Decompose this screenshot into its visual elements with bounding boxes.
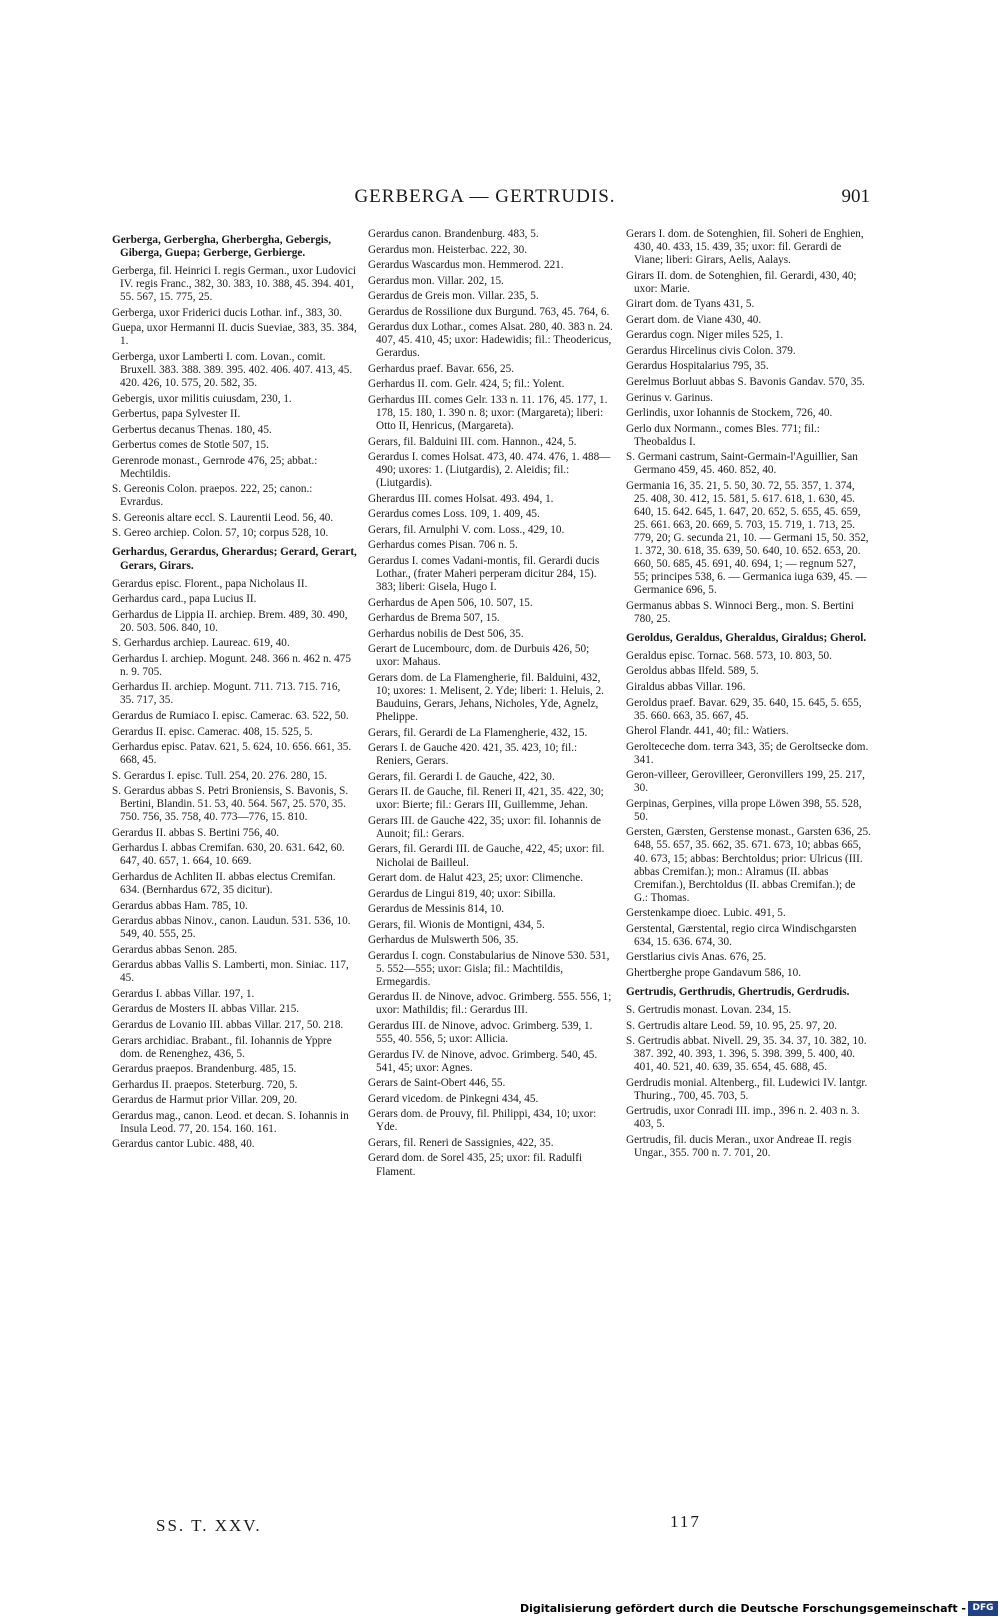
index-entry: Gerart de Lucembourc, dom. de Durbuis 426, 50; uxor: Mahaus. <box>368 643 590 669</box>
index-entry: Guepa, uxor Hermanni II. ducis Sueviae, 383, 35. 384, 1. <box>112 322 357 348</box>
index-entry: S. Germani castrum, Saint-Germain-l'Aguillier, San Germano 459, 45. 460. 852, 40. <box>626 451 858 477</box>
index-entry: Gerardus II. episc. Camerac. 408, 15. 525, 5. <box>112 725 313 738</box>
index-entry: Gerars, fil. Arnulphi V. com. Loss., 429, 10. <box>368 523 565 536</box>
index-entry: Gerberga, fil. Heinrici I. regis German., uxor Ludovici IV. regis Franc., 382, 30. 383, 10. 388, 45. 394. 401, 55. 567, 15. 775, 25. <box>112 265 356 304</box>
index-entry: S. Gertrudis abbat. Nivell. 29, 35. 34. 37, 10. 382, 10. 387. 392, 40. 393, 1. 396, 5. 398. 399, 5. 400, 40. 401, 40. 521, 40. 639, 35. 654, 45. 688, 45. <box>626 1035 867 1074</box>
index-column-1 <box>112 228 357 1154</box>
index-entry: Gerenrode monast., Gernrode 476, 25; abbat.: Mechtildis. <box>112 454 318 480</box>
index-entry: Gerardus I. comes Holsat. 473, 40. 474. 476, 1. 488—490; uxores: 1. (Liutgardis), 2. Aleidis; fil.: (Liutgardis). <box>368 451 611 490</box>
index-entry: Gerhardus II. archiep. Mogunt. 711. 713. 715. 716, 35. 717, 35. <box>112 681 341 707</box>
index-entry: Gertrudis, uxor Conradi III. imp., 396 n. 2. 403 n. 3. 403, 5. <box>626 1105 860 1131</box>
index-entry: Gerars, fil. Gerardi III. de Gauche, 422, 45; uxor: fil. Nicholai de Bailleul. <box>368 843 605 869</box>
dfg-logo[interactable]: DFG <box>968 1601 998 1616</box>
index-entry: Gerardus I. comes Vadani-montis, fil. Gerardi ducis Lothar., (frater Maheri perperam dicitur 284, 15). 383; liberi: Gisela, Hugo I. <box>368 555 600 594</box>
index-entry: Gherardus III. comes Holsat. 493. 494, 1. <box>368 492 554 505</box>
index-entry: Gerhardus I. abbas Cremifan. 630, 20. 631. 642, 60. 647, 40. 657, 1. 664, 10. 669. <box>112 842 345 868</box>
index-entry: Gerars I. de Gauche 420. 421, 35. 423, 10; fil.: Reniers, Gerars. <box>368 742 578 768</box>
index-entry: Germanus abbas S. Winnoci Berg., mon. S. Bertini 780, 25. <box>626 599 854 625</box>
index-entry: Gerardus III. de Ninove, advoc. Grimberg. 539, 1. 555, 40. 556, 5; uxor: Allicia. <box>368 1020 593 1046</box>
index-entry: Gerard vicedom. de Pinkegni 434, 45. <box>368 1092 539 1105</box>
index-entry: Gerbertus comes de Stotle 507, 15. <box>112 439 269 452</box>
index-heading: Gertrudis, Gerthrudis, Ghertrudis, Gerdrudis. <box>626 985 850 998</box>
funding-note: Digitalisierung gefördert durch die Deutsche Forschungsgemeinschaft - <box>519 1602 966 1615</box>
index-entry: Gerhardus episc. Patav. 621, 5. 624, 10. 656. 661, 35. 668, 45. <box>112 741 352 767</box>
index-entry: S. Gereonis Colon. praepos. 222, 25; canon.: Evrardus. <box>112 483 313 509</box>
index-entry: Gerars, fil. Gerardi I. de Gauche, 422, 30. <box>368 770 555 783</box>
index-entry: Gerhardus de Lippia II. archiep. Brem. 489, 30. 490, 20. 503. 506. 840, 10. <box>112 608 348 634</box>
index-entry: S. Gereo archiep. Colon. 57, 10; corpus 528, 10. <box>112 527 329 540</box>
index-entry: Gerardus de Rumiaco I. episc. Camerac. 63. 522, 50. <box>112 710 349 722</box>
index-entry: Gerardus comes Loss. 109, 1. 409, 45. <box>368 508 540 521</box>
index-entry: Gherol Flandr. 441, 40; fil.: Watiers. <box>626 725 789 738</box>
page-number: 901 <box>841 186 870 207</box>
index-entry: Gerardus de Greis mon. Villar. 235, 5. <box>368 290 539 303</box>
index-entry: Gertrudis, fil. ducis Meran., uxor Andreae II. regis Ungar., 355. 700 n. 7. 701, 20. <box>626 1133 852 1159</box>
index-heading: Gerberga, Gerbergha, Gherbergha, Gebergis, Giberga, Guepa; Gerberge, Gerbierge. <box>112 234 332 260</box>
index-entry: Gerhardus praef. Bavar. 656, 25. <box>368 362 515 375</box>
index-entry: S. Gerardus I. episc. Tull. 254, 20. 276. 280, 15. <box>112 769 328 782</box>
index-entry: Gebergis, uxor militis cuiusdam, 230, 1. <box>112 392 292 405</box>
index-entry: Gerardus I. cogn. Constabularius de Ninove 530. 531, 5. 552—555; uxor: Gisla; fil.: Machtildis, Ermegardis. <box>368 949 610 988</box>
index-entry: Gerardus IV. de Ninove, advoc. Grimberg. 540, 45. 541, 45; uxor: Agnes. <box>368 1048 598 1074</box>
index-entry: Germania 16, 35. 21, 5. 50, 30. 72, 55. 357, 1. 374, 25. 408, 30. 412, 15. 581, 5. 617. 618, 1. 630, 45. 640, 15. 642. 645, 1. 647, 20. 652, 5. 655, 45. 659, 25. 661. 663, 20. 669, 5. 703, 15. 719, 1. 713, 25. 779, 20; G. secunda 21, 10. — Germani 15, 50. 352, 1. 372, 30. 618, 35. 639, 50. 640, 10. 652. 653, 20. 660, 50. 685, 45. 691, 40. 694, 1; — regnum 527, 55; principes 538, 6. — Germanica iuga 639, 45. — Germanice 696, 5. <box>626 479 869 597</box>
index-entry: Gerardus Wascardus mon. Hemmerod. 221. <box>368 259 564 272</box>
index-entry: Geroldus praef. Bavar. 629, 35. 640, 15. 645, 5. 655, 35. 660. 663, 35. 667, 45. <box>626 696 862 722</box>
index-entry: S. Gerardus abbas S. Petri Broniensis, S. Bavonis, S. Bertini, Blandin. 51. 53, 40. 564. 567, 25. 570, 35. 750. 756, 35. 758, 40. 773—776, 15. 810. <box>112 785 349 824</box>
index-entry: Gerhardus nobilis de Dest 506, 35. <box>368 627 524 640</box>
index-entry: Gerardus abbas Vallis S. Lamberti, mon. Siniac. 117, 45. <box>112 959 349 985</box>
index-entry: Gerars dom. de Prouvy, fil. Philippi, 434, 10; uxor: Yde. <box>368 1108 597 1134</box>
index-entry: Gerars archidiac. Brabant., fil. Iohannis de Yppre dom. de Renenghez, 436, 5. <box>112 1034 332 1060</box>
index-entry: Gerardus I. abbas Villar. 197, 1. <box>112 987 255 1000</box>
index-column-3 <box>626 228 871 1163</box>
index-entry: Gerardus abbas Senon. 285. <box>112 943 238 956</box>
index-entry: Geraldus episc. Tornac. 568. 573, 10. 803, 50. <box>626 649 832 662</box>
running-header <box>100 186 870 214</box>
index-entry: Gerars II. de Gauche, fil. Reneri II, 421, 35. 422, 30; uxor: Bierte; fil.: Gerars III, Guillemme, Jehan. <box>368 786 604 812</box>
index-entry: S. Gereonis altare eccl. S. Laurentii Leod. 56, 40. <box>112 511 334 524</box>
index-entry: Gerardus Hircelinus civis Colon. 379. <box>626 344 796 357</box>
index-entry: Gerardus de Harmut prior Villar. 209, 20. <box>112 1094 298 1107</box>
index-entry: Geron-villeer, Gerovilleer, Geronvillers 199, 25. 217, 30. <box>626 769 865 795</box>
index-entry: S. Gertrudis altare Leod. 59, 10. 95, 25. 97, 20. <box>626 1019 837 1032</box>
index-entry: Ghertberghe prope Gandavum 586, 10. <box>626 966 802 979</box>
signature-mark: SS. T. XXV. <box>156 1516 262 1535</box>
index-entry: Gerardus episc. Florent., papa Nicholaus II. <box>112 577 308 590</box>
index-entry: Gerhardus II. praepos. Steterburg. 720, 5. <box>112 1078 298 1091</box>
index-entry: Gerardus de Lovanio III. abbas Villar. 217, 50. 218. <box>112 1018 344 1031</box>
index-entry: Gerardus mon. Villar. 202, 15. <box>368 274 504 287</box>
index-entry: Gerart dom. de Halut 423, 25; uxor: Climenche. <box>368 872 583 885</box>
index-entry: Giraldus abbas Villar. 196. <box>626 680 746 693</box>
index-entry: Gerardus abbas Ninov., canon. Laudun. 531. 536, 10. 549, 40. 555, 25. <box>112 915 351 941</box>
index-entry: Gerdrudis monial. Altenberg., fil. Ludewici IV. lantgr. Thuring., 700, 45. 703, 5. <box>626 1076 868 1102</box>
index-entry: Gerars dom. de La Flamengherie, fil. Balduini, 432, 10; uxores: 1. Melisent, 2. Yde; liberi: 1. Heluis, 2. Bauduins, Gerars, Jehans, Nicholes, Yde, Agnelz, Phelippe. <box>368 671 604 724</box>
index-entry: Girart dom. de Tyans 431, 5. <box>626 298 755 311</box>
index-entry: Gerhardus de Mulswerth 506, 35. <box>368 934 519 947</box>
index-heading: Geroldus, Geraldus, Gheraldus, Giraldus; Gherol. <box>626 631 867 644</box>
index-entry: Gerars III. de Gauche 422, 35; uxor: fil. Iohannis de Aunoit; fil.: Gerars. <box>368 814 601 840</box>
index-entry: Girars II. dom. de Sotenghien, fil. Gerardi, 430, 40; uxor: Marie. <box>626 269 857 295</box>
index-entry: Geroldus abbas Ilfeld. 589, 5. <box>626 665 759 678</box>
index-entry: Gerars de Saint-Obert 446, 55. <box>368 1077 506 1090</box>
index-entry: Gerstenkampe dioec. Lubic. 491, 5. <box>626 907 786 920</box>
index-entry: Gerars I. dom. de Sotenghien, fil. Soheri de Enghien, 430, 40. 433, 15. 439, 35; uxor: fil. Gerardi de Viane; liberi: Girars, Aelis, Aalays. <box>626 228 864 267</box>
index-column-2 <box>368 228 614 1181</box>
index-entry: Gersten, Gærsten, Gerstense monast., Garsten 636, 25. 648, 55. 657, 35. 662, 35. 671. 673, 10; abbas 665, 40. 673, 15; abbas: Berchtoldus; prior: Ulricus (III. abbas Cremifan.); mon.: Alramus (II. abbas Cremifan.), Berchtoldus (II. abbas Cremifan.); de G.: Thomas. <box>626 826 871 904</box>
index-entry: Gerart dom. de Viane 430, 40. <box>626 313 762 326</box>
index-entry: Gerardus mag., canon. Leod. et decan. S. Iohannis in Insula Leod. 77, 20. 154. 160. 161. <box>112 1109 349 1135</box>
page-title: GERBERGA — GERTRUDIS. <box>354 186 616 207</box>
index-entry: Gerhardus card., papa Lucius II. <box>112 593 257 606</box>
index-entry: Gerardus cantor Lubic. 488, 40. <box>112 1138 255 1151</box>
index-heading: Gerhardus, Gerardus, Gherardus; Gerard, Gerart, Gerars, Girars. <box>112 546 357 572</box>
index-entry: Gerard dom. de Sorel 435, 25; uxor: fil. Radulfi Flament. <box>368 1152 583 1178</box>
index-entry: Gerhardus II. com. Gelr. 424, 5; fil.: Yolent. <box>368 378 565 391</box>
index-entry: Gerstlarius civis Anas. 676, 25. <box>626 951 767 964</box>
index-entry: Gerardus praepos. Brandenburg. 485, 15. <box>112 1063 297 1076</box>
index-entry: Gerbertus, papa Sylvester II. <box>112 408 241 421</box>
index-entry: Gerberga, uxor Lamberti I. com. Lovan., comit. Bruxell. 383. 388. 389. 395. 402. 406. 407. 413, 45. 420. 426, 10. 575, 20. 582, 35. <box>112 350 353 389</box>
index-entry: Gerars, fil. Reneri de Sassignies, 422, 35. <box>368 1136 554 1149</box>
index-entry: Gerardus II. de Ninove, advoc. Grimberg. 555. 556, 1; uxor: Mathildis; fil.: Gerardus III. <box>368 991 612 1017</box>
index-entry: Gerhardus III. comes Gelr. 133 n. 11. 176, 45. 177, 1. 178, 15. 180, 1. 390 n. 8; uxor: (Margareta); liberi: Otto II, Henricus, (Margareta). <box>368 394 608 433</box>
index-entry: Gerars, fil. Gerardi de La Flamengherie, 432, 15. <box>368 726 588 739</box>
index-entry: Gerardus dux Lothar., comes Alsat. 280, 40. 383 n. 24. 407, 45. 410, 45; uxor: Hadewidis; fil.: Theodericus, Gerardus. <box>368 321 613 360</box>
index-entry: Gerhardus de Brema 507, 15. <box>368 612 500 625</box>
index-entry: Gerardus Hospitalarius 795, 35. <box>626 360 769 373</box>
index-entry: Gerardus II. abbas S. Bertini 756, 40. <box>112 826 280 839</box>
index-entry: Gerars, fil. Balduini III. com. Hannon., 424, 5. <box>368 435 577 448</box>
index-entry: Gerelmus Borluut abbas S. Bavonis Gandav. 570, 35. <box>626 375 865 388</box>
index-entry: Gerardus cogn. Niger miles 525, 1. <box>626 329 784 342</box>
index-entry: Gerardus de Lingui 819, 40; uxor: Sibilla. <box>368 887 556 900</box>
index-entry: Gerhardus comes Pisan. 706 n. 5. <box>368 539 518 552</box>
index-entry: Gerlo dux Normann., comes Bles. 771; fil.: Theobaldus I. <box>626 422 820 448</box>
index-entry: Gerardus abbas Ham. 785, 10. <box>112 899 248 912</box>
index-entry: Gerolteceche dom. terra 343, 35; de Geroltsecke dom. 341. <box>626 740 869 766</box>
index-entry: Gerhardus de Achliten II. abbas electus Cremifan. 634. (Bernhardus 672, 35 dicitur). <box>112 871 336 897</box>
index-entry: Gerberga, uxor Friderici ducis Lothar. inf., 383, 30. <box>112 306 343 319</box>
index-entry: Gerardus de Messinis 814, 10. <box>368 903 505 916</box>
index-entry: Gerpinas, Gerpines, villa prope Löwen 398, 55. 528, 50. <box>626 797 862 823</box>
index-entry: Gerardus canon. Brandenburg. 483, 5. <box>368 228 539 240</box>
sheet-number: 117 <box>670 1512 701 1531</box>
index-entry: S. Gertrudis monast. Lovan. 234, 15. <box>626 1003 792 1016</box>
index-entry: Gerars, fil. Wionis de Montigni, 434, 5. <box>368 918 545 931</box>
index-entry: Gerhardus I. archiep. Mogunt. 248. 366 n. 462 n. 475 n. 9. 705. <box>112 652 351 678</box>
index-entry: Gerhardus de Apen 506, 10. 507, 15. <box>368 596 533 609</box>
funding-footer <box>0 1601 1000 1619</box>
index-entry: Gerardus de Rossilione dux Burgund. 763, 45. 764, 6. <box>368 305 610 318</box>
index-entry: S. Gerhardus archiep. Laureac. 619, 40. <box>112 637 290 650</box>
index-entry: Gerlindis, uxor Iohannis de Stockem, 726, 40. <box>626 407 833 420</box>
index-entry: Gerardus mon. Heisterbac. 222, 30. <box>368 243 528 256</box>
index-entry: Gerardus de Mosters II. abbas Villar. 215. <box>112 1003 300 1016</box>
index-entry: Gerbertus decanus Thenas. 180, 45. <box>112 423 272 436</box>
index-entry: Gerstental, Gærstental, regio circa Windischgarsten 634, 15. 636. 674, 30. <box>626 922 857 948</box>
index-entry: Gerinus v. Garinus. <box>626 391 713 404</box>
